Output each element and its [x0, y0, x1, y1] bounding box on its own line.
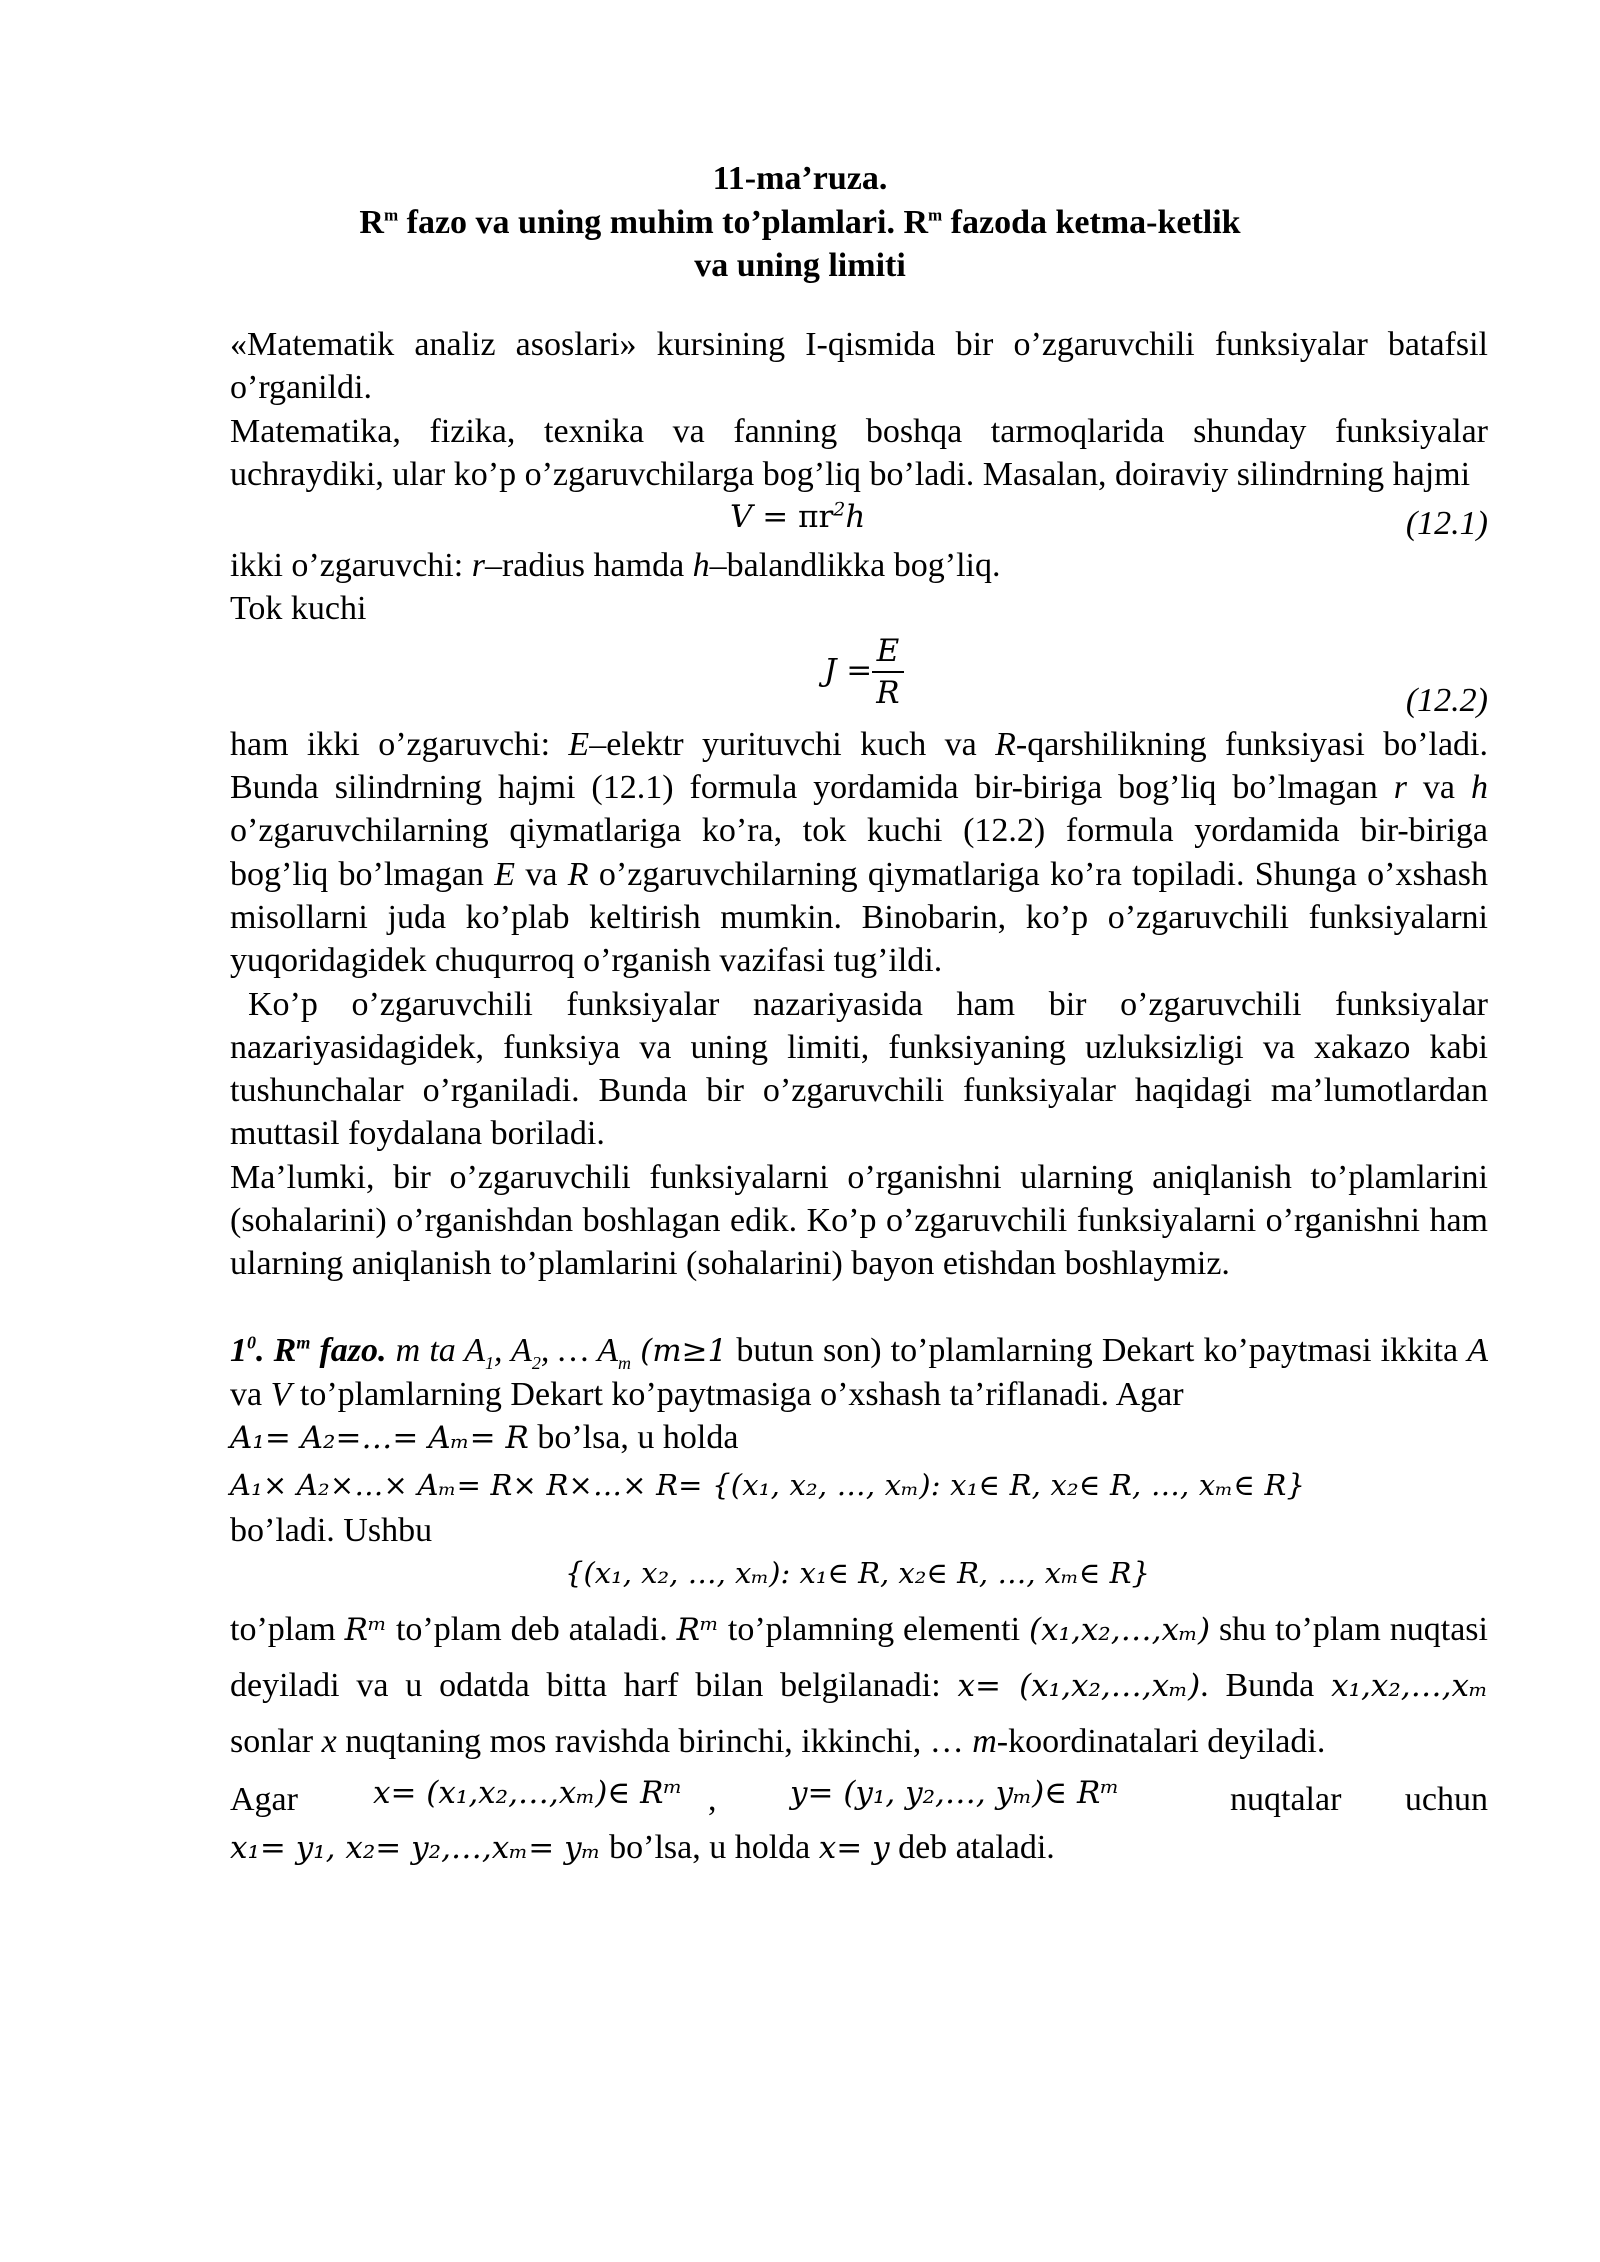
section-1-paragraph-1: $1^0$. $R^m$ fazo. m ta $A_1$, $A_2$, … $A_m$ (m≥1 butun son) to’plamlarning Dekart ko’paytmasi ikkita A va V to’plamlarning Dekart ko’paytmasiga o’xshash ta’riflanadi. Agar — [230, 1331, 1488, 1413]
volume-formula: $V = \pi r^2h$ — [730, 498, 866, 536]
equation-number-12-2: (12.2) — [1405, 681, 1488, 719]
intro-paragraph-3: ikki o’zgaruvchi: r–radius hamda h–balandlikka bog’liq. — [230, 547, 1001, 585]
set-formula-line — [230, 1552, 1488, 1602]
intro-paragraph-2: Matematika, fizika, texnika va fanning boshqa tarmoqlarida shunday funksiyalar uchraydiki, ular ko’p o’zgaruvchilarga bog’liq bo’ladi. Masalan, doiraviy silindrning hajmi — [230, 412, 1488, 493]
equation-number-12-1: (12.1) — [1405, 505, 1488, 543]
rm-set-formula: {(x₁, x₂, …, xₘ): x₁∈ R, x₂∈ R, …, xₘ∈ R} — [565, 1556, 1150, 1591]
equation-12-1 — [230, 496, 1488, 544]
uchun-word: uchun — [1404, 1781, 1488, 1819]
section-1-paragraph-2: to’plam Rᵐ to’plam deb ataladi. Rᵐ to’plamning elementi (x₁,x₂,…,xₘ) shu to’plam nuqtasi deyiladi va u odatda bitta harf bilan belgilanadi: x= (x₁,x₂,…,xₘ). Bunda x₁,x₂,…,xₘ sonlar x nuqtaning mos ravishda birinchi, ikkinchi, … m-koordinatalari deyiladi. — [230, 1611, 1488, 1761]
agar-word: Agar — [230, 1781, 298, 1819]
intro-paragraph-4: Tok kuchi — [230, 590, 367, 628]
section-1-ushbu: bo’ladi. Ushbu — [230, 1511, 433, 1549]
paragraph-gap — [230, 1286, 1488, 1329]
intro-paragraph-7: Ma’lumki, bir o’zgaruvchili funksiyalarni o’rganishni ularning aniqlanish to’plamlarini (sohalarini) o’rganishdan boshlagan edik. Ko’p o’zgaruvchili funksiyalarni o’rganishni ham ularning aniqlanish to’plamlarini (sohalarini) bayon etishdan boshlaymiz. — [230, 1158, 1488, 1283]
lecture-number: 11-ma’ruza. — [712, 160, 888, 197]
equation-12-2 — [230, 631, 1488, 723]
document-body — [230, 323, 1488, 1870]
lecture-title-line2: $R^m$ fazo va uning muhim to’plamlari. $R^m$ fazoda ketma-ketlik — [359, 204, 1241, 241]
point-x-formula: x= (x₁,x₂,…,xₘ)∈ Rᵐ — [373, 1775, 683, 1812]
intro-paragraph-6: Ko’p o’zgaruvchili funksiyalar nazariyasida ham bir o’zgaruvchili funksiyalar nazariyasidagidek, funksiya va uning limiti, funksiyaning uzluksizligi va xakazo kabi tushunchalar o’rganiladi. Bunda bir o’zgaruvchili funksiyalar haqidagi ma’lumotlardan muttasil foydalana boriladi. — [230, 985, 1488, 1153]
lecture-title-line3: va uning limiti — [694, 247, 906, 284]
section-1-line-holda: A₁= A₂=…= Aₘ= R bo’lsa, u holda — [230, 1419, 739, 1457]
nuqtalar-word: nuqtalar — [1230, 1781, 1342, 1819]
fraction: $\frac{E}{R}$ — [872, 631, 903, 713]
section-heading: $1^0$. $R^m$ fazo. — [230, 1331, 387, 1369]
agar-points-line — [230, 1770, 1488, 1826]
point-y-formula: y= (y₁, y₂,…, yₘ)∈ Rᵐ — [790, 1775, 1120, 1812]
section-1-paragraph-3: x₁= y₁, x₂= y₂,…,xₘ= yₘ bo’lsa, u holda x= y deb ataladi. — [230, 1829, 1055, 1867]
cartesian-product-formula: A₁× A₂×…× Aₘ= R× R×…× R= {(x₁, x₂, …, xₘ): x₁∈ R, x₂∈ R, …, xₘ∈ R} — [230, 1467, 1306, 1502]
intro-paragraph-1: «Matematik analiz asoslari» kursining I-qismida bir o’zgaruvchili funksiyalar batafsil o’rganildi. — [230, 326, 1488, 407]
comma: , — [708, 1781, 717, 1819]
current-formula: J = $\frac{E}{R}$ — [824, 631, 904, 713]
intro-paragraph-5: ham ikki o’zgaruvchi: E–elektr yurituvchi kuch va R-qarshilikning funksiyasi bo’ladi. Bunda silindrning hajmi (12.1) formula yordamida bir-biriga bog’liq bo’lmagan r va h o’zgaruvchilarning qiymatlariga ko’ra, tok kuchi (12.2) formula yordamida bir-biriga bog’liq bo’lmagan E va R o’zgaruvchilarning qiymatlariga ko’ra topiladi. Shunga o’xshash misollarni juda ko’plab keltirish mumkin. Binobarin, ko’p o’zgaruvchili funksiyalarni yuqoridagidek chuqurroq o’rganish vazifasi tug’ildi. — [230, 725, 1489, 980]
